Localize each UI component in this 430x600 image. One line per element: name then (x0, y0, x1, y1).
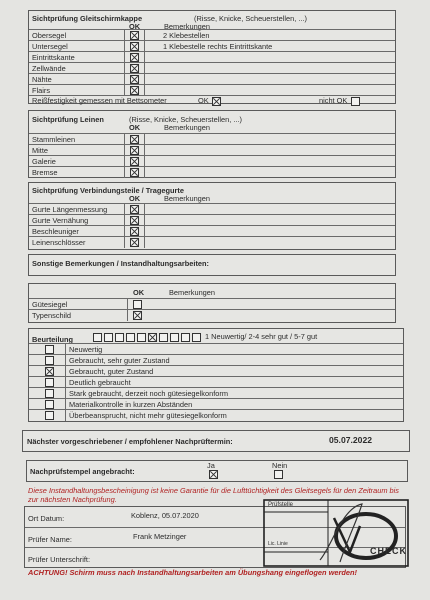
lines-title: Sichtprüfung Leinen (32, 115, 104, 124)
rating-checkbox[interactable] (45, 411, 54, 420)
rating-title: Beurteilung (32, 335, 74, 344)
seal-remarks-header: Bemerkungen (169, 288, 216, 297)
stamp-graphic (262, 498, 410, 568)
rating-section (28, 328, 404, 422)
canopy-ok-header: OK (129, 22, 141, 31)
connectors-ok-header: OK (129, 194, 141, 203)
row-label: Typenschild (32, 311, 72, 320)
rating-scale-legend: 1 Neuwertig/ 2-4 sehr gut / 5-7 gut (205, 332, 318, 341)
row-label: Untersegel (32, 42, 68, 51)
column-divider (127, 310, 128, 321)
row-checkbox[interactable] (130, 86, 139, 95)
row-checkbox[interactable] (130, 168, 139, 177)
row-label: Gütesiegel (32, 300, 68, 309)
connectors-title: Sichtprüfung Verbindungsteile / Tragegurte (32, 186, 184, 195)
rating-scale-box[interactable] (115, 333, 124, 342)
tear-ok-label: OK (198, 96, 209, 105)
row-checkbox[interactable] (133, 300, 142, 309)
column-divider (144, 167, 145, 178)
place-date-label: Ort Datum: (28, 514, 65, 523)
row-label: Nähte (32, 75, 52, 84)
row-label: Gurte Längenmessung (32, 205, 108, 214)
seal-section (28, 283, 396, 323)
disclaimer: Diese Instandhaltungsbescheinigung ist keine Garantie für die Lufttüchtigkeit des Gleitsegels für den Zeitraum bis zur nächsten Nachprüfung. (28, 486, 399, 504)
rating-label: Überbeansprucht, nicht mehr gütesiegelkonform (69, 411, 227, 420)
rating-label: Stark gebraucht, derzeit noch gütesiegelkonform (69, 389, 228, 398)
row-remark: 2 Klebestellen (163, 31, 210, 40)
tear-row (29, 95, 395, 105)
row-label: Eintrittskante (32, 53, 75, 62)
inspection-stamp (262, 498, 410, 568)
rating-checkbox[interactable] (45, 367, 54, 376)
column-divider (65, 410, 66, 421)
row-checkbox[interactable] (130, 64, 139, 73)
row-remark: 1 Klebestelle rechts Eintrittskante (163, 42, 273, 51)
rating-row (29, 409, 403, 421)
row-label: Obersegel (32, 31, 67, 40)
stamp-line1: Prüfstelle (268, 502, 294, 508)
canopy-section (28, 10, 396, 104)
rating-scale-box[interactable] (192, 333, 201, 342)
canopy-remarks-header: Bemerkungen (164, 22, 211, 31)
tear-label: Reißfestigkeit gemessen mit Bettsometer (32, 96, 167, 105)
rating-scale-box[interactable] (104, 333, 113, 342)
row-checkbox[interactable] (130, 146, 139, 155)
column-divider (124, 237, 125, 248)
seal-ok-header: OK (133, 288, 145, 297)
row-label: Bremse (32, 168, 58, 177)
stamp-attached-section (26, 460, 408, 482)
table-row (29, 166, 395, 178)
stamp-line2: Lic. Linie (268, 541, 288, 547)
row-label: Beschleuniger (32, 227, 79, 236)
row-label: Flairs (32, 86, 51, 95)
row-checkbox[interactable] (130, 42, 139, 51)
lines-ok-header: OK (129, 123, 141, 132)
rating-checkbox[interactable] (45, 389, 54, 398)
row-checkbox[interactable] (130, 31, 139, 40)
row-checkbox[interactable] (130, 75, 139, 84)
canopy-title: Sichtprüfung Gleitschirmkappe (32, 14, 143, 23)
row-label: Leinenschlösser (32, 238, 86, 247)
tear-not-ok-label: nicht OK (319, 96, 348, 105)
column-divider (124, 167, 125, 178)
row-checkbox[interactable] (130, 135, 139, 144)
rating-label: Materialkontrolle in kurzen Abständen (69, 400, 193, 409)
signature-label: Prüfer Unterschrift: (28, 555, 91, 564)
rating-scale-box[interactable] (159, 333, 168, 342)
row-checkbox[interactable] (130, 238, 139, 247)
table-row (29, 236, 395, 248)
row-checkbox[interactable] (130, 216, 139, 225)
stamp-yes-label: Ja (207, 461, 215, 470)
row-label: Zellwände (32, 64, 66, 73)
stamp-yes-checkbox[interactable] (209, 470, 218, 479)
connectors-remarks-header: Bemerkungen (164, 194, 211, 203)
next-check-label: Nächster vorgeschriebener / empfohlener Nachprüftermin: (27, 437, 233, 446)
tester-label: Prüfer Name: (28, 535, 72, 544)
table-row (29, 309, 395, 321)
rating-scale-box[interactable] (126, 333, 135, 342)
rating-scale-box[interactable] (137, 333, 146, 342)
row-label: Gurte Vernähung (32, 216, 89, 225)
tester-value: Frank Metzinger (133, 532, 187, 541)
row-checkbox[interactable] (130, 53, 139, 62)
row-label: Galerie (32, 157, 56, 166)
place-date-value: Koblenz, 05.07.2020 (131, 511, 199, 520)
rating-scale-box[interactable] (170, 333, 179, 342)
warning: ACHTUNG! Schirm muss nach Instandhaltungsarbeiten am Übungshang eingeflogen werden! (28, 568, 357, 577)
canopy-subtitle: (Risse, Knicke, Scheuerstellen, ...) (194, 14, 307, 23)
connectors-section (28, 182, 396, 250)
next-check-section (22, 430, 410, 452)
rating-label: Neuwertig (69, 345, 103, 354)
rating-label: Gebraucht, sehr guter Zustand (69, 356, 170, 365)
rating-checkbox[interactable] (45, 378, 54, 387)
tear-ok-checkbox[interactable] (212, 97, 221, 106)
stamp-brand: CHECK (370, 546, 408, 556)
stamp-no-checkbox[interactable] (274, 470, 283, 479)
other-section (28, 254, 396, 276)
stamp-no-label: Nein (272, 461, 288, 470)
stamp-attached-label: Nachprüfstempel angebracht: (30, 467, 135, 476)
rating-scale-box[interactable] (181, 333, 190, 342)
lines-subtitle: (Risse, Knicke, Scheuerstellen, ...) (129, 115, 242, 124)
other-title: Sonstige Bemerkungen / Instandhaltungsarbeiten: (32, 259, 209, 268)
rating-scale-box[interactable] (93, 333, 102, 342)
row-label: Stammleinen (32, 135, 76, 144)
rating-label: Gebraucht, guter Zustand (69, 367, 154, 376)
next-check-date: 05.07.2022 (329, 435, 373, 445)
lines-section (28, 110, 396, 178)
rating-scale-box[interactable] (148, 333, 157, 342)
rating-checkbox[interactable] (45, 345, 54, 354)
rating-checkbox[interactable] (45, 356, 54, 365)
row-checkbox[interactable] (130, 227, 139, 236)
row-label: Mitte (32, 146, 49, 155)
row-checkbox[interactable] (130, 157, 139, 166)
tear-not-ok-checkbox[interactable] (351, 97, 360, 106)
rating-checkbox[interactable] (45, 400, 54, 409)
row-checkbox[interactable] (130, 205, 139, 214)
column-divider (144, 237, 145, 248)
lines-remarks-header: Bemerkungen (164, 123, 211, 132)
rating-label: Deutlich gebraucht (69, 378, 131, 387)
row-checkbox[interactable] (133, 311, 142, 320)
